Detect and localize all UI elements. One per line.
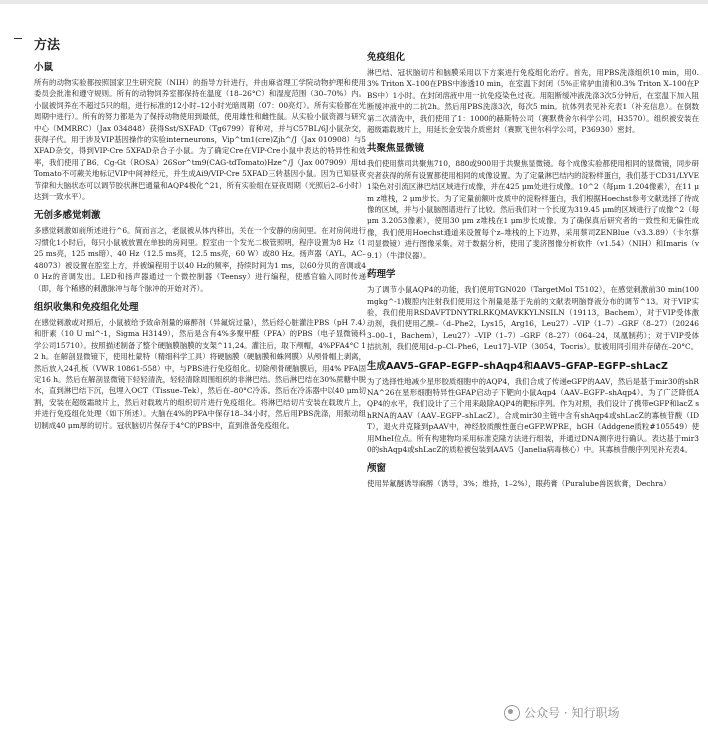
section-heading-tissue-collection: 组织收集和免疫组化处理 [34,301,139,313]
section-paragraph: 所有的动物实验都按照国家卫生研究院（NIH）的指导方针进行，并由麻省理工学院动物护理和使用委员会批准和遵守规则。所有的动物饲养室都保持在温度（18–26°C）和湿度范围（30–70%）内。小鼠被饲养在不超过5只的组，进行标准的12小时–12小时光暗周期（07：00亮灯）。所有实验都在光周期中进行）。所有的努力都是为了保持动物使用到最低，使用雄性和雌性鼠。从实验小鼠资源与研究中心（MMRRC）（Jax 034848）获得Sst/SXFAD（Tg6799）育种对，并与C57BL/6J小鼠杂交，获得子代。用于涉及VIP基因操作的实验interneurons，Vip^tm1(cre)Zjh^/J（Jax 010908）与5XFAD杂交，得到VIP-Cre 5XFAD杂合子小鼠。为了确定Cre在VIP-Cre小鼠中表达的特异性和效率，我们使用了B6．Cg-Gt（ROSA）26Sor^tm9(CAG-tdTomato)Hze^/J（Jax 007909）用tdTomato不可蕨关地标记VIP中间神经元，并生成Ai9/VIP-Cre 5XFAD三转基因小鼠。因为已知昼夜节律和大脑状态可以调节胶状淋巴通量和AQP4极化^21，所有实验组在昼夜周期（光照后2–6小时）达到一致水平）。 [34,78,366,202]
section-paragraph: 我们使用蔡司共聚焦710，880或900用于共聚焦显微镜。每个成像实验都使用相同的显微镜，同步研究者获得的所有设置都使用相同的成像设置。为了定量淋巴结内的淀粉样蛋白，我们基于CD31/LYVE1染色对引流区淋巴结区域进行成像，并在425 μm处进行成像。10^2（每μm 1.204像素），在11 μm z堆栈，2 μm步长。为了定量前额叶皮质中的淀粉样蛋白，我们根据Hoechst参考文献选择了待成像的区域，并与小鼠脑图谱进行了比较。然后我们对一个长度为319.45 μm的区域进行了成像^2（每μm 3.2053像素），使用30 μm z堆栈在1 μm步长成像。为了确保真后研究者的一致性和无偏性成像，我们使用Hoechst通道来设置每个z–堆栈的上下边界，采用蔡司ZENBlue（v3.3.89）（卡尔蔡司显微镜）进行图像采集。对于数据分析，使用了斐济图像分析软件（v1.54）（NIH）和Imaris（v9.1）（牛津仪器）。 [367,159,699,260]
watermark-text: 公众号 · 知行职场 [524,706,620,720]
section-heading-aav-generation: 生成AAV5–GFAP–EGFP–shAqp4和AAV5–GFAP–EGFP–shLacZ [367,360,668,372]
section-paragraph: 为了选择性地减少星形胶质细胞中的AQP4，我们合成了传递eGFP的AAV，然后是基于mir30的shRNA^26在星形细胞特异性GFAP启动子下靶向小鼠Aqp4（AAV–EGFP–shAqp4）。为了广泛降低AQP4的水平，我们设计了三个用来敲除AQP4的靶标序列。作为对照，我们设计了携带eGFP和lacZ shRNA的AAV（AAV–EGFP–shLacZ）。合成mir30主链中含有shAqp4或shLacZ的寡核苷酸（IDT），退火并克隆到pAAV中，神经胶质酸性蛋白eGFP.WPRE，hGH（Addgene质粒#105549）使用MheI位点。所有构建物均采用标准克隆方法进行组装，并通过DNA测序进行确认。表达基于mir30的shAqp4或shLacZ的质粒被包装到AAV5（Janelia病毒核心）中。其寡核苷酸序列见补充表4。 [367,376,699,454]
section-paragraph: 淋巴结、冠状脑切片和脑膜采用以下方案进行免疫组化治疗。首先，用PBS洗涤组织10 min，用0.3% Triton X–100在PBS中渗透10 min，在室温下封闭（5%正常驴血清和0.3% Triton X–100在PBS中）1小时。在封闭溶液中用一抗免疫染色过夜。用阻断缓冲液洗涤3次5分钟后，在室温下加入阻断缓冲液中的二抗2h。然后用PBS洗涤3次，每次5 min。抗体列表见补充表1（补充信息）。在倒数第二次清洗中，我们使用了1：1000的赫斯特公司（赛默费舍尔科学公司，H3570）。组织被安装在超级霜载玻片上，用延长金安装介质密封（赛默飞世尔科学公司，P36930）密封。 [367,68,699,135]
section-heading-cranial-window: 颅窗 [367,463,387,475]
section-heading-pharmacology: 药理学 [367,269,396,281]
section-heading-immunohistochemistry: 免疫组化 [367,52,406,63]
section-paragraph: 为了调节小鼠AQP4的功能，我们使用TGN020（TargetMol T5102），在感觉刺激前30 min(100mgkg^-1)腹腔内注射我们使用这个剂量是基于先前的文献表明脑脊液分布的调节^13。对于VIP实验，我们使用RSDAVFTDNYTRLRKQMAVKKYLNSILN（19113，Bachem），对于VIP受体激动剂，我们使用乙酰–（d–Phe2，Lys15，Arg16，Leu27）–VIP（1–7）–GRF（8–27）（202463–00–1，Bachem），Leu27）–VIP（1–7）–GRF（8–27）（064–24，凤凰制药）；对于VIP受体拮抗剂，我们使用[d–p–Cl–Phe6，Leu17]–VIP（3054，Tocris）。肽被用同引用并存储在–20°C。 [367,285,699,352]
watermark [504,704,619,721]
page-title: 方法 [34,38,61,53]
section-paragraph: 多感觉刺激如前所述进行^6。简而言之，老鼠被从体内移出，关在一个安静的房间里。在对房间进行习惯化1小时后，每只小鼠被放置在单独的房间里。腔室由一个发光二极管照明，程序设置为8 Hz（125 ms亮，125 ms暗）、40 Hz（12.5 ms亮，12.5 ms亮，60 W）或80 Hz。扬声器（AYL，AC–48073）被设置在腔室上方，并被编程用于以40 Hz的频率，持续时间为1 ms，以60分贝的音调或40 Hz的音调发出。LED和扬声器通过一个微控制器（Teensy）进行编程，使感官输入同时传递（即，每个稀感的刺激脉冲与每个脉冲的开始对齐）。 [34,226,366,293]
left-column [34,38,366,434]
top-bar [0,0,708,4]
right-column [367,52,699,493]
section-paragraph: 使用异氟醚诱导麻醉（诱导，3%；维持，1–2%），眼药膏（Puralube兽医软膏，Dechra） [367,479,671,489]
margin-tick [14,38,22,39]
section-heading-mice: 小鼠 [34,62,54,73]
section-paragraph: 在感觉刺激或对照后，小鼠被给予致命剂量的麻醉剂（异氟烷过量），然后经心脏灌注PBS（pH 7.4）和肝素（10 U ml^-1，Sigma H3149），然后是含有4%多聚甲醛（PFA）的PBS（电子显微镜科学公司15710）。按照描述制备了整个硬脑膜脑膜的支架^11,24。灌注后，取下颅帽，4%PFA4°C 12 h。在解剖显微镜下，使用杜蒙特（精细科学工具）将硬脑膜（硬脑膜和蛛网膜）从颅骨帽上剥离，然后放入24孔板（VWR 10861-558）中，与PBS进行免疫组化。切除颅骨硬脑膜后，用4% PFA固定16 h。然后在解剖显微镜下轻轻清洗，轻轻清除周围组织的非淋巴结。然后淋巴结在30%蔗糖中脱水，直到淋巴结下沉，包埋入OCT（Tissue–Tek），然后在–80°C冷冻。然后在冷冻器中以40 μm切割，安装在超级霜玻片上，然后对载玻片的组织切片进行免疫组化。将淋巴结切片安装在载玻片上，并进行免疫组化处理（如下所述）。大脑在4%的PFA中保存18–34小时，然后用PBS洗涤，用振动组切制成40 μm厚的切片。冠状脑切片保存于4°C的PBS中，直到准备免疫组化。 [34,317,366,430]
section-heading-stimulation: 无创多感觉刺激 [34,210,101,222]
wechat-official-account-icon [504,705,520,721]
section-heading-confocal: 共聚焦显微镜 [367,143,425,155]
